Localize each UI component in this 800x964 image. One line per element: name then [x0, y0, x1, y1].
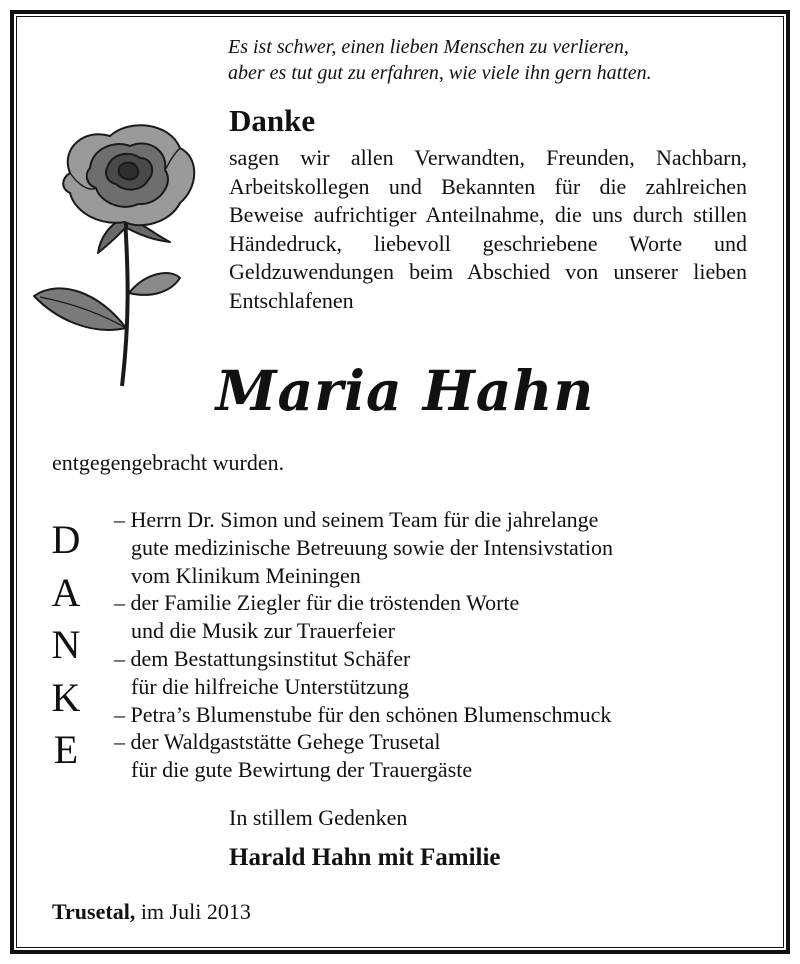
- deceased-name: Maria Hahn: [215, 358, 595, 423]
- danke-acrostic: [46, 514, 86, 777]
- list-item-continuation: vom Klinikum Meiningen: [131, 562, 361, 588]
- list-item: – Herrn Dr. Simon und seinem Team für die jahrelange: [114, 507, 599, 532]
- heading: Danke: [229, 103, 316, 138]
- motto: [228, 34, 758, 86]
- date: im Juli 2013: [140, 899, 251, 924]
- acrostic-letter: K: [51, 674, 81, 720]
- list-item-continuation: für die gute Bewirtung der Trauergäste: [131, 757, 473, 783]
- list-item-continuation: gute medizinische Betreuung sowie der Intensivstation: [131, 534, 614, 560]
- acrostic-letter: D: [51, 517, 81, 562]
- motto-line-1: Es ist schwer, einen lieben Menschen zu verlieren,: [228, 36, 629, 58]
- list-item-continuation: und die Musik zur Trauerfeier: [131, 618, 395, 644]
- acrostic-letter: A: [51, 569, 81, 615]
- place-name: Trusetal,: [52, 899, 136, 924]
- acrostic-letter: N: [51, 622, 81, 667]
- list-item: – der Familie Ziegler für die tröstenden Worte: [114, 590, 520, 616]
- memorial-phrase: In stillem Gedenken: [229, 805, 408, 830]
- list-item-continuation: für die hilfreiche Unterstützung: [131, 673, 409, 699]
- family-signature: Harald Hahn mit Familie: [229, 844, 501, 871]
- place-date: [52, 898, 251, 926]
- thanks-paragraph: sagen wir allen Verwandten, Freunden, Nachbarn, Arbeitskollegen und Bekannten für die zahlreichen Beweise aufrichtiger Anteilnahme, die uns durch stillen Händedruck, liebevoll geschriebene Worte und Geldzuwendungen beim Abschied von unserer lieben Entschlafenen: [229, 145, 747, 313]
- list-item: – dem Bestattungsinstitut Schäfer: [114, 645, 411, 671]
- rose-icon: [30, 118, 220, 393]
- list-item: – Petra’s Blumenstube für den schönen Blumenschmuck: [114, 701, 612, 727]
- closing-phrase: entgegengebracht wurden.: [52, 450, 285, 475]
- acrostic-letter: E: [53, 727, 79, 772]
- motto-line-2: aber es tut gut zu erfahren, wie viele ihn gern hatten.: [228, 62, 652, 84]
- list-item: – der Waldgaststätte Gehege Trusetal: [114, 729, 441, 755]
- acknowledgement-list: [114, 506, 774, 784]
